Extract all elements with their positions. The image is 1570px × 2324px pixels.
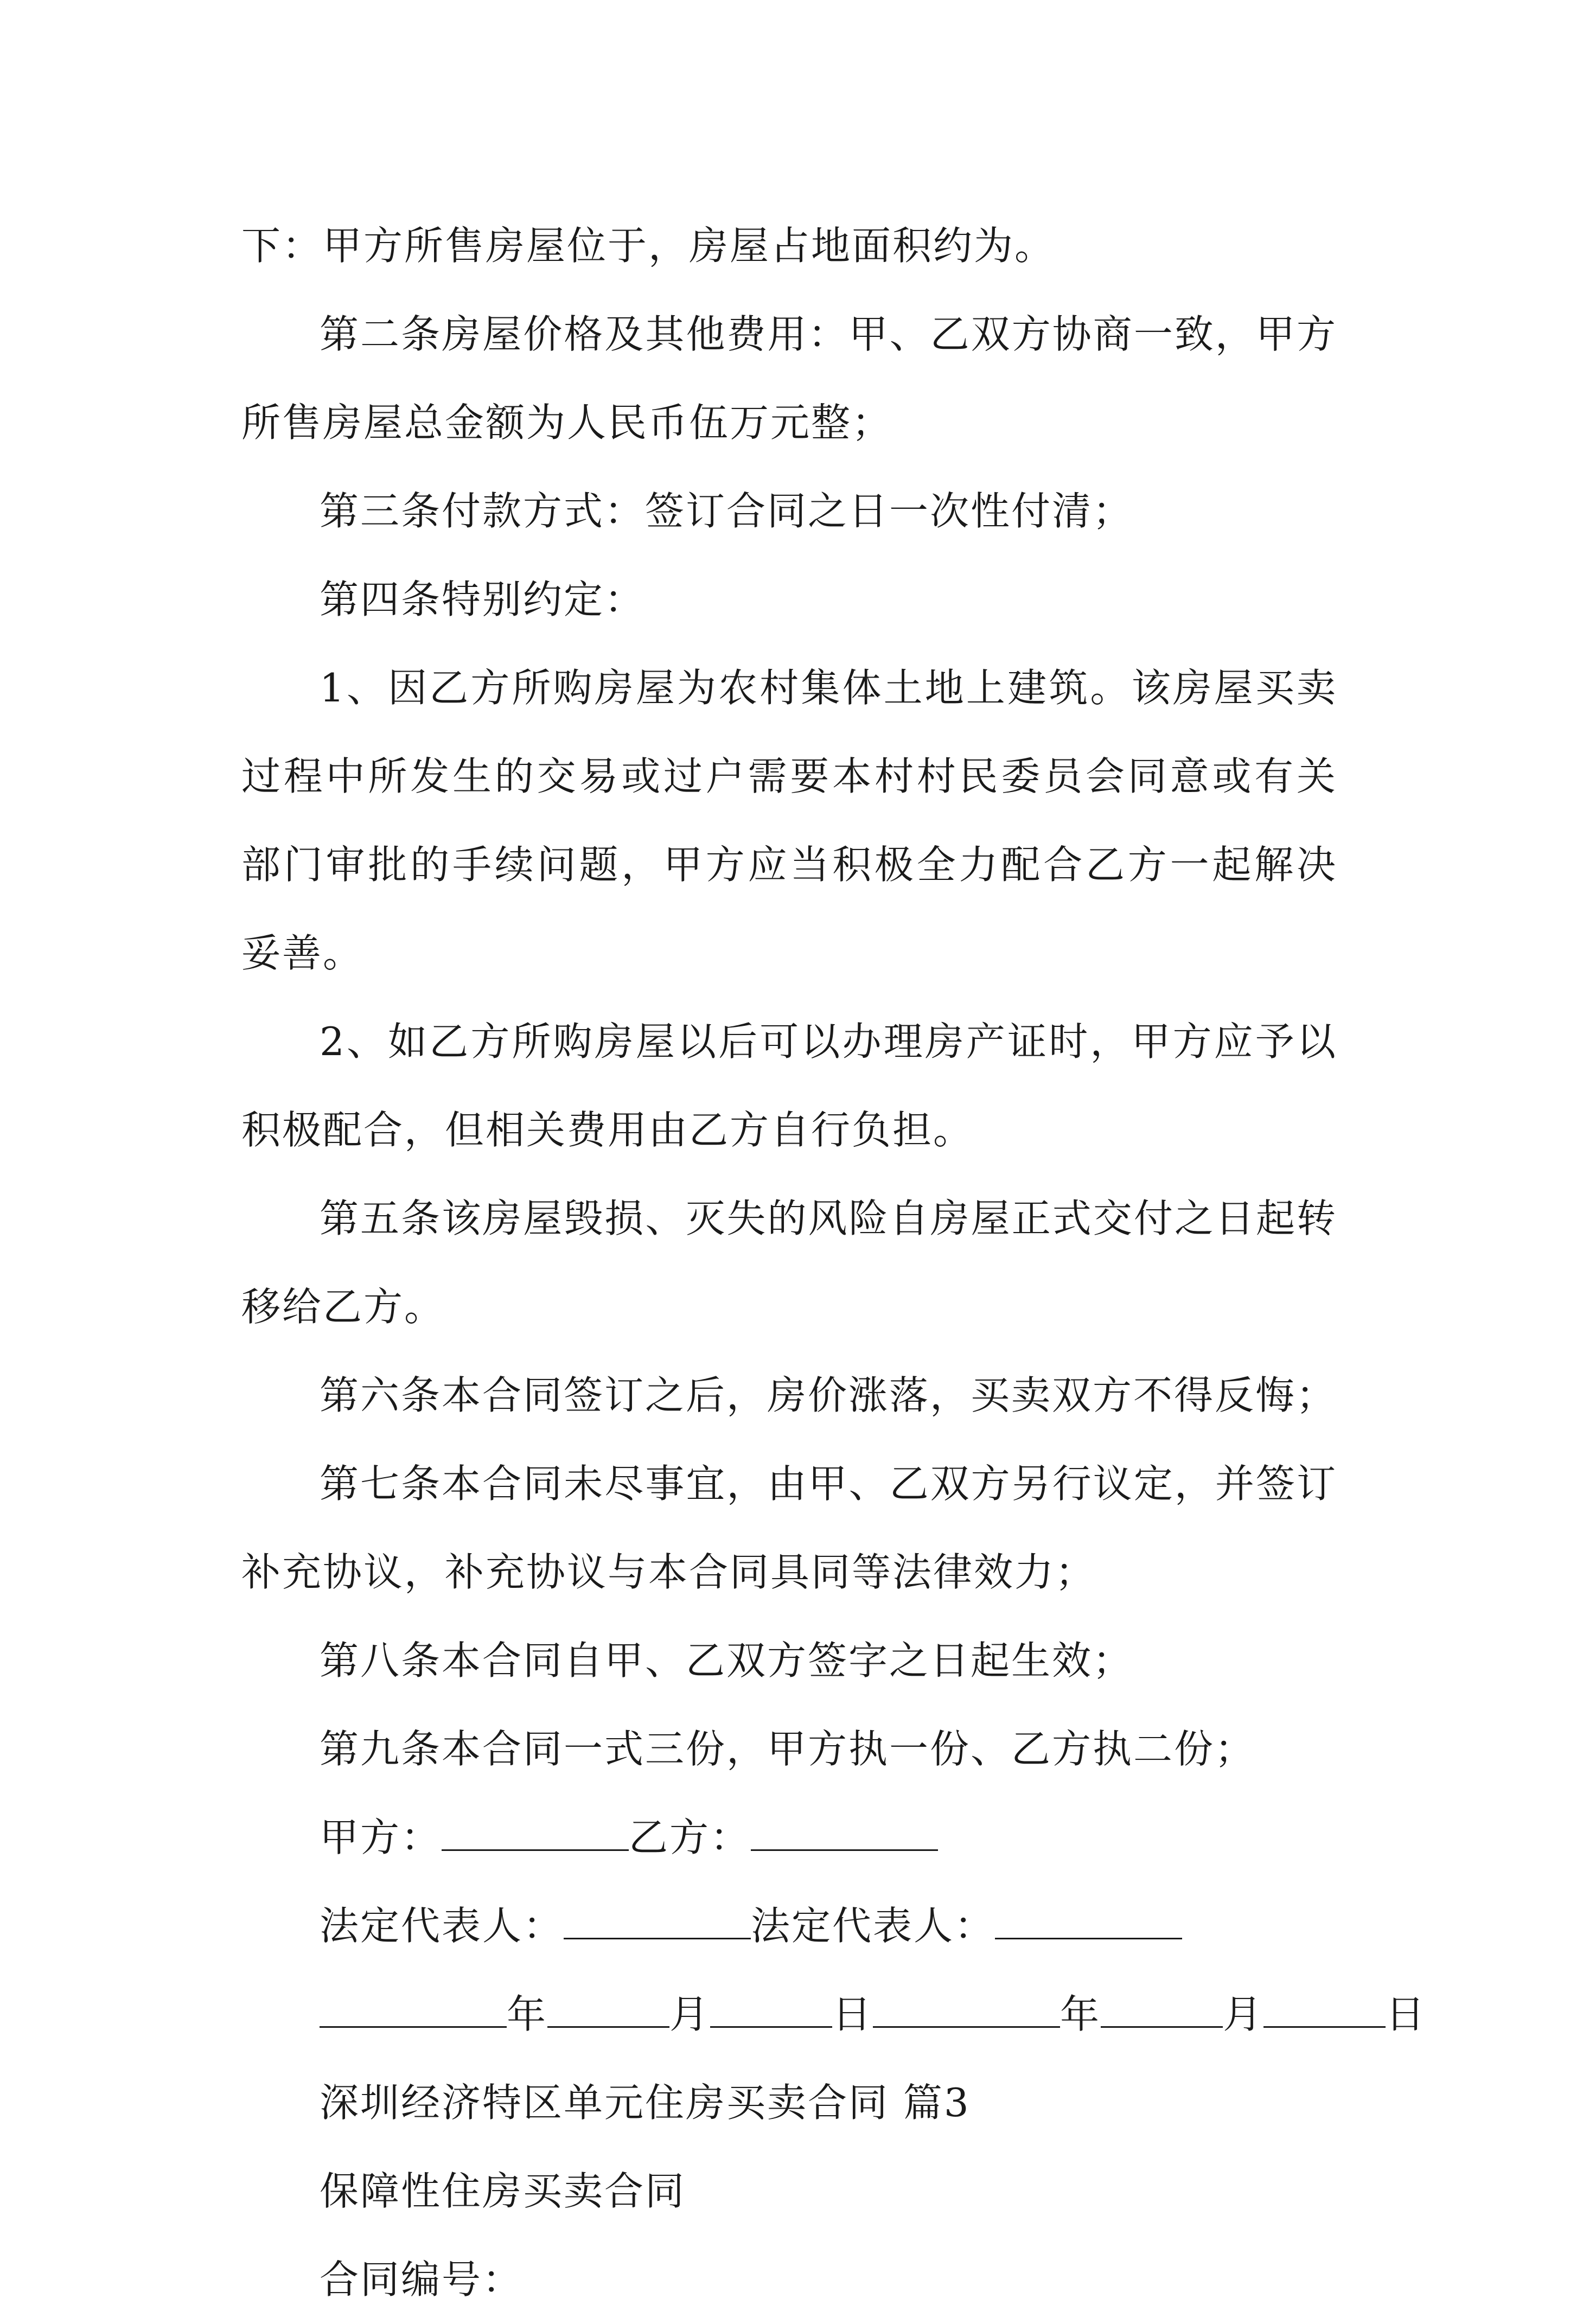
contract-number-label: 合同编号：	[320, 2257, 524, 2302]
paragraph-article-7-supplement: 第七条本合同未尽事宜，由甲、乙双方另行议定，并签订补充协议，补充协议与本合同具同等法律效力；	[241, 1461, 1337, 1595]
party-b-label: 乙方：	[629, 1815, 751, 1860]
rep-a-label: 法定代表人：	[320, 1903, 564, 1949]
paragraph-article-4-special: 第四条特别约定：	[320, 577, 646, 622]
paragraph-article-3-payment: 第三条付款方式：签订合同之日一次性付清；	[320, 488, 1134, 534]
date-a-month-label: 月	[669, 1991, 711, 2037]
signature-representatives-line	[241, 1882, 1337, 1970]
date-b-year-blank	[873, 1989, 1060, 2028]
paragraph-article-5-risk: 第五条该房屋毁损、灭失的风险自房屋正式交付之日起转移给乙方。	[241, 1196, 1337, 1330]
date-a-day-blank	[710, 1989, 832, 2028]
paragraph-clause-2: 2、如乙方所购房屋以后可以办理房产证时，甲方应予以积极配合，但相关费用由乙方自行负担。	[241, 1019, 1337, 1153]
date-b-year-label: 年	[1060, 1991, 1101, 2037]
paragraph-article-8-effective: 第八条本合同自甲、乙双方签字之日起生效；	[320, 1638, 1134, 1683]
paragraph-article-9-copies: 第九条本合同一式三份，甲方执一份、乙方执二份；	[320, 1726, 1256, 1772]
date-b-day-blank	[1263, 1989, 1386, 2028]
signature-parties-line	[241, 1793, 1337, 1882]
paragraph-article-6-price-change: 第六条本合同签订之后，房价涨落，买卖双方不得反悔；	[320, 1372, 1337, 1418]
section-subtitle: 保障性住房买卖合同	[320, 2168, 686, 2214]
date-b-day-label: 日	[1386, 1991, 1427, 2037]
party-b-blank	[751, 1812, 938, 1851]
rep-b-label: 法定代表人：	[751, 1903, 995, 1949]
paragraph-article-2-price: 第二条房屋价格及其他费用：甲、乙双方协商一致，甲方所售房屋总金额为人民币伍万元整；	[241, 311, 1337, 445]
rep-a-blank	[564, 1901, 751, 1939]
date-b-month-blank	[1101, 1989, 1223, 2028]
paragraph-location: 下：甲方所售房屋位于，房屋占地面积约为。	[241, 223, 1056, 269]
party-a-blank	[442, 1812, 629, 1851]
date-a-month-blank	[547, 1989, 669, 2028]
document-body	[241, 202, 1427, 2324]
signature-dates-line	[241, 1970, 1427, 2059]
date-a-year-label: 年	[507, 1991, 548, 2037]
paragraph-clause-1: 1、因乙方所购房屋为农村集体土地上建筑。该房屋买卖过程中所发生的交易或过户需要本村村民委员会同意或有关部门审批的手续问题，甲方应当积极全力配合乙方一起解决妥善。	[241, 665, 1337, 976]
rep-b-blank	[995, 1901, 1182, 1939]
party-a-label: 甲方：	[320, 1815, 442, 1860]
section-title: 深圳经济特区单元住房买卖合同 篇3	[320, 2080, 971, 2125]
date-a-day-label: 日	[832, 1991, 873, 2037]
date-a-year-blank	[320, 1989, 507, 2028]
date-b-month-label: 月	[1223, 1991, 1264, 2037]
